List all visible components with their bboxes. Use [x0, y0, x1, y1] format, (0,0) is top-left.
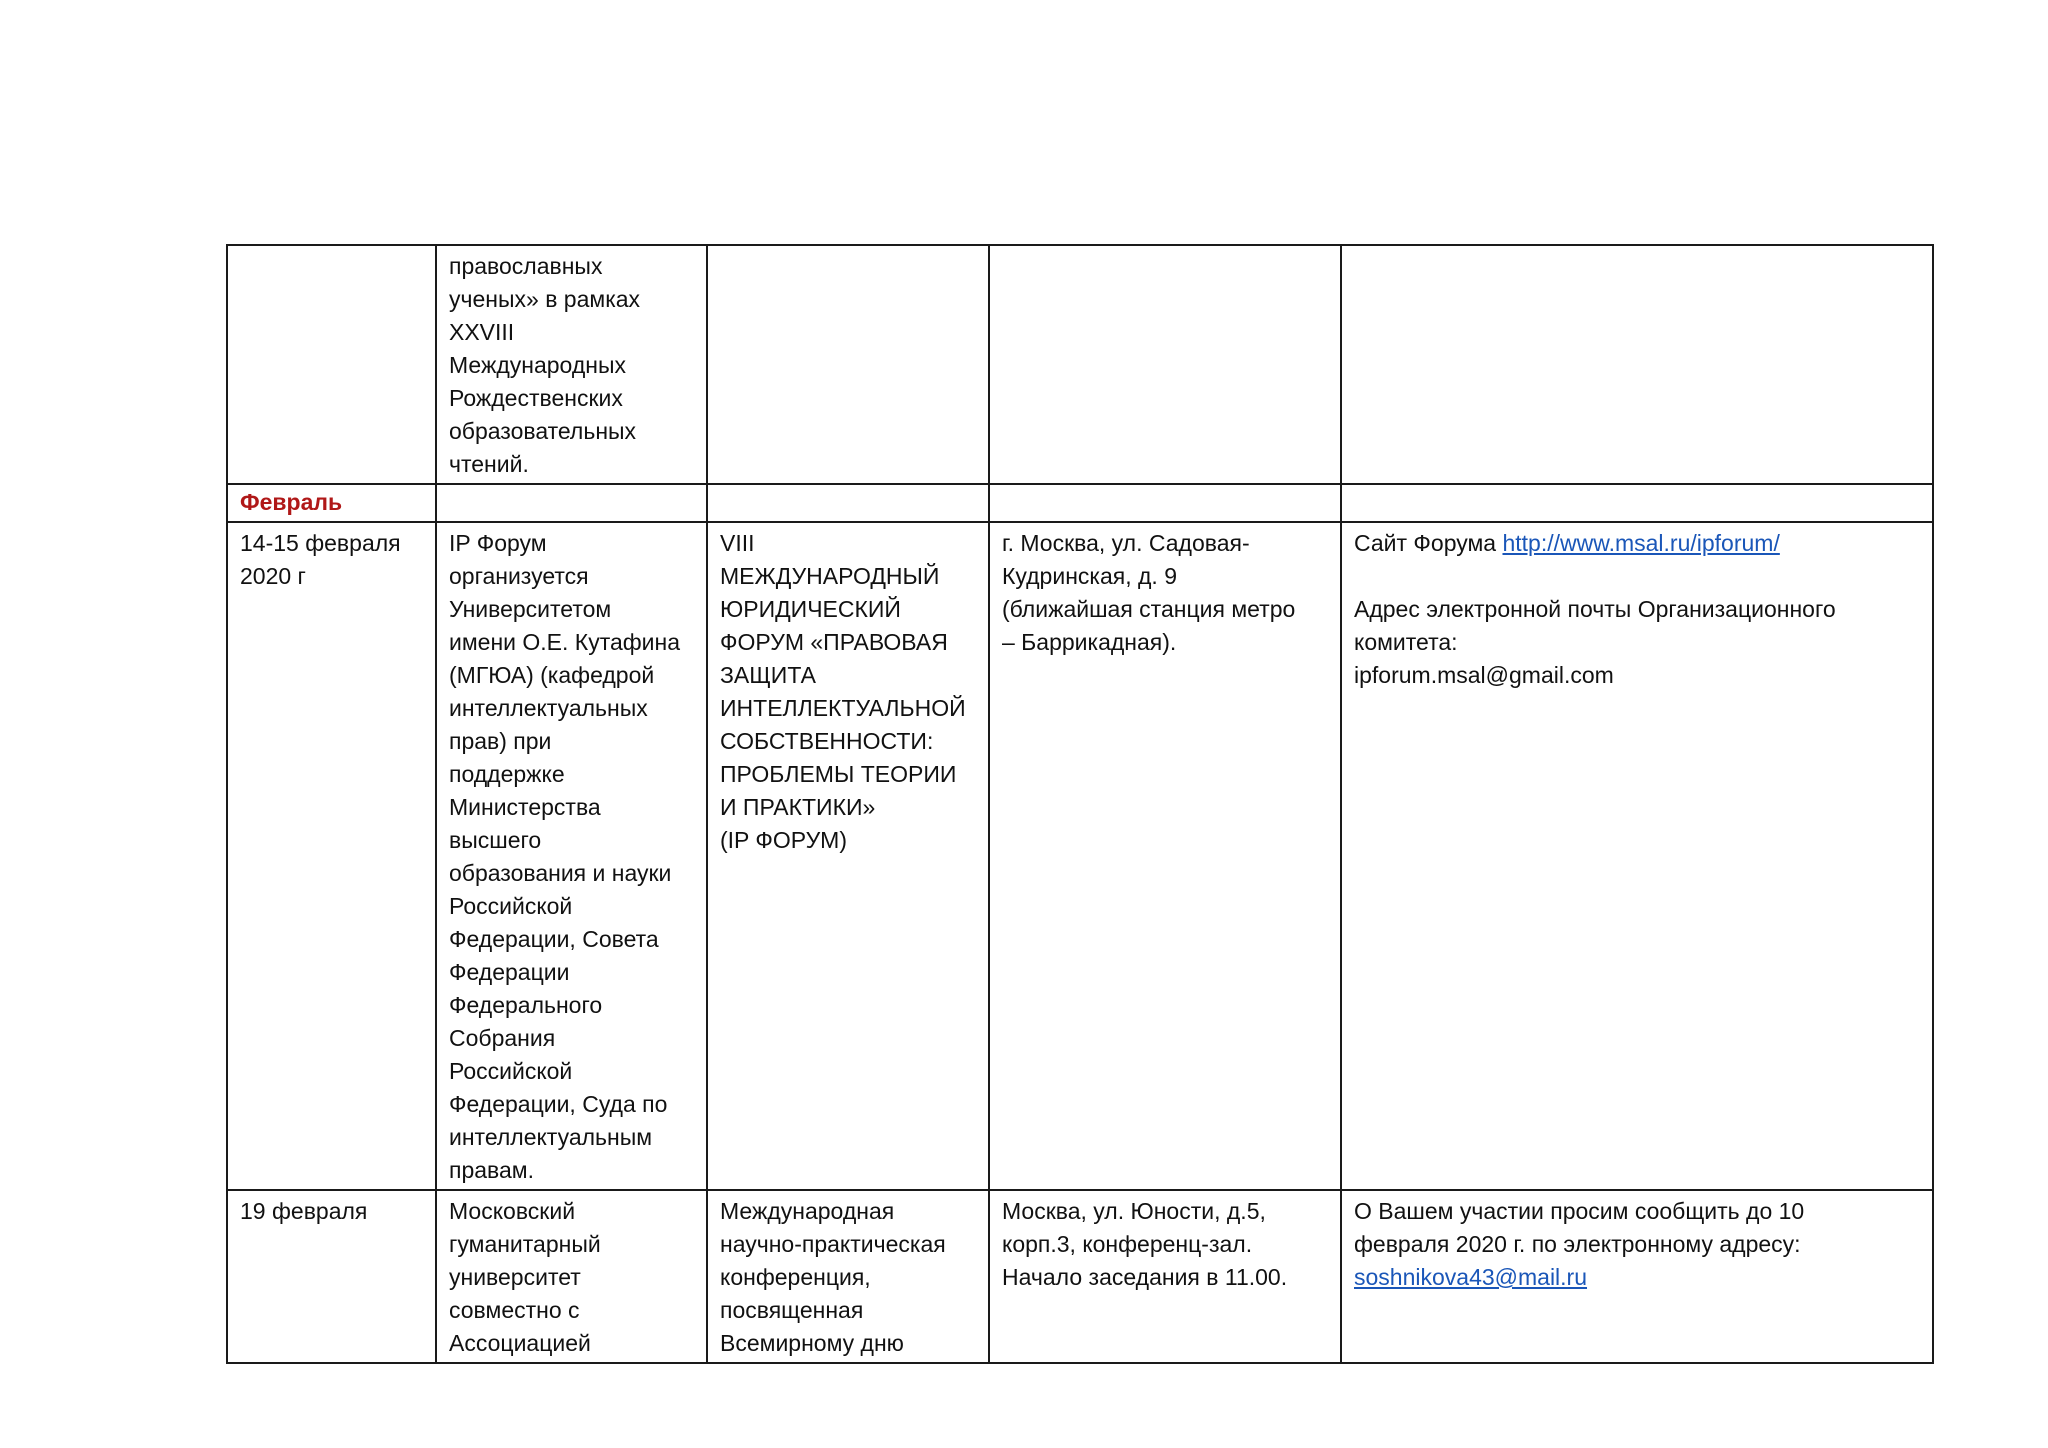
date-cell: [227, 245, 436, 484]
location-cell: Москва, ул. Юности, д.5, корп.3, конференц-зал. Начало заседания в 11.00.: [989, 1190, 1341, 1363]
month-row: [227, 484, 1933, 522]
table-row: [227, 245, 1933, 484]
contacts-cell: [1341, 1190, 1933, 1363]
empty-cell: [1341, 484, 1933, 522]
empty-cell: [989, 484, 1341, 522]
participation-text: О Вашем участии просим сообщить до 10 февраля 2020 г. по электронному адресу:: [1354, 1198, 1805, 1257]
date-cell: 14-15 февраля 2020 г: [227, 522, 436, 1190]
event-cell: [707, 245, 989, 484]
email-link[interactable]: soshnikova43@mail.ru: [1354, 1264, 1588, 1290]
empty-cell: [436, 484, 707, 522]
location-cell: [989, 245, 1341, 484]
date-cell: 19 февраля: [227, 1190, 436, 1363]
organizer-cell: IP Форум организуется Университетом имени О.Е. Кутафина (МГЮА) (кафедрой интеллектуальных прав) при поддержке Министерства высшего образования и науки Российской Федерации, Совета Федерации Федерального Собрания Российской Федерации, Суда по интеллектуальным правам.: [436, 522, 707, 1190]
table-row: [227, 1190, 1933, 1363]
location-cell: г. Москва, ул. Садовая- Кудринская, д. 9 (ближайшая станция метро – Баррикадная).: [989, 522, 1341, 1190]
contacts-cell: [1341, 245, 1933, 484]
event-cell: VIII МЕЖДУНАРОДНЫЙ ЮРИДИЧЕСКИЙ ФОРУМ «ПРАВОВАЯ ЗАЩИТА ИНТЕЛЛЕКТУАЛЬНОЙ СОБСТВЕННОСТИ: ПРОБЛЕМЫ ТЕОРИИ И ПРАКТИКИ» (IP ФОРУМ): [707, 522, 989, 1190]
site-label: Сайт Форума: [1354, 530, 1503, 556]
contacts-cell: [1341, 522, 1933, 1190]
email-info-text: Адрес электронной почты Организационного комитета: ipforum.msal@gmail.com: [1354, 596, 1836, 688]
forum-site-link[interactable]: http://www.msal.ru/ipforum/: [1502, 530, 1780, 556]
empty-cell: [707, 484, 989, 522]
spacer: [1354, 560, 1920, 593]
organizer-cell: Московский гуманитарный университет совместно с Ассоциацией: [436, 1190, 707, 1363]
events-table: [226, 244, 1934, 1364]
table-row: [227, 522, 1933, 1190]
event-cell: Международная научно-практическая конференция, посвященная Всемирному дню: [707, 1190, 989, 1363]
organizer-cell: православных ученых» в рамках XXVIII Международных Рождественских образовательных чтений.: [436, 245, 707, 484]
month-heading: Февраль: [227, 484, 436, 522]
